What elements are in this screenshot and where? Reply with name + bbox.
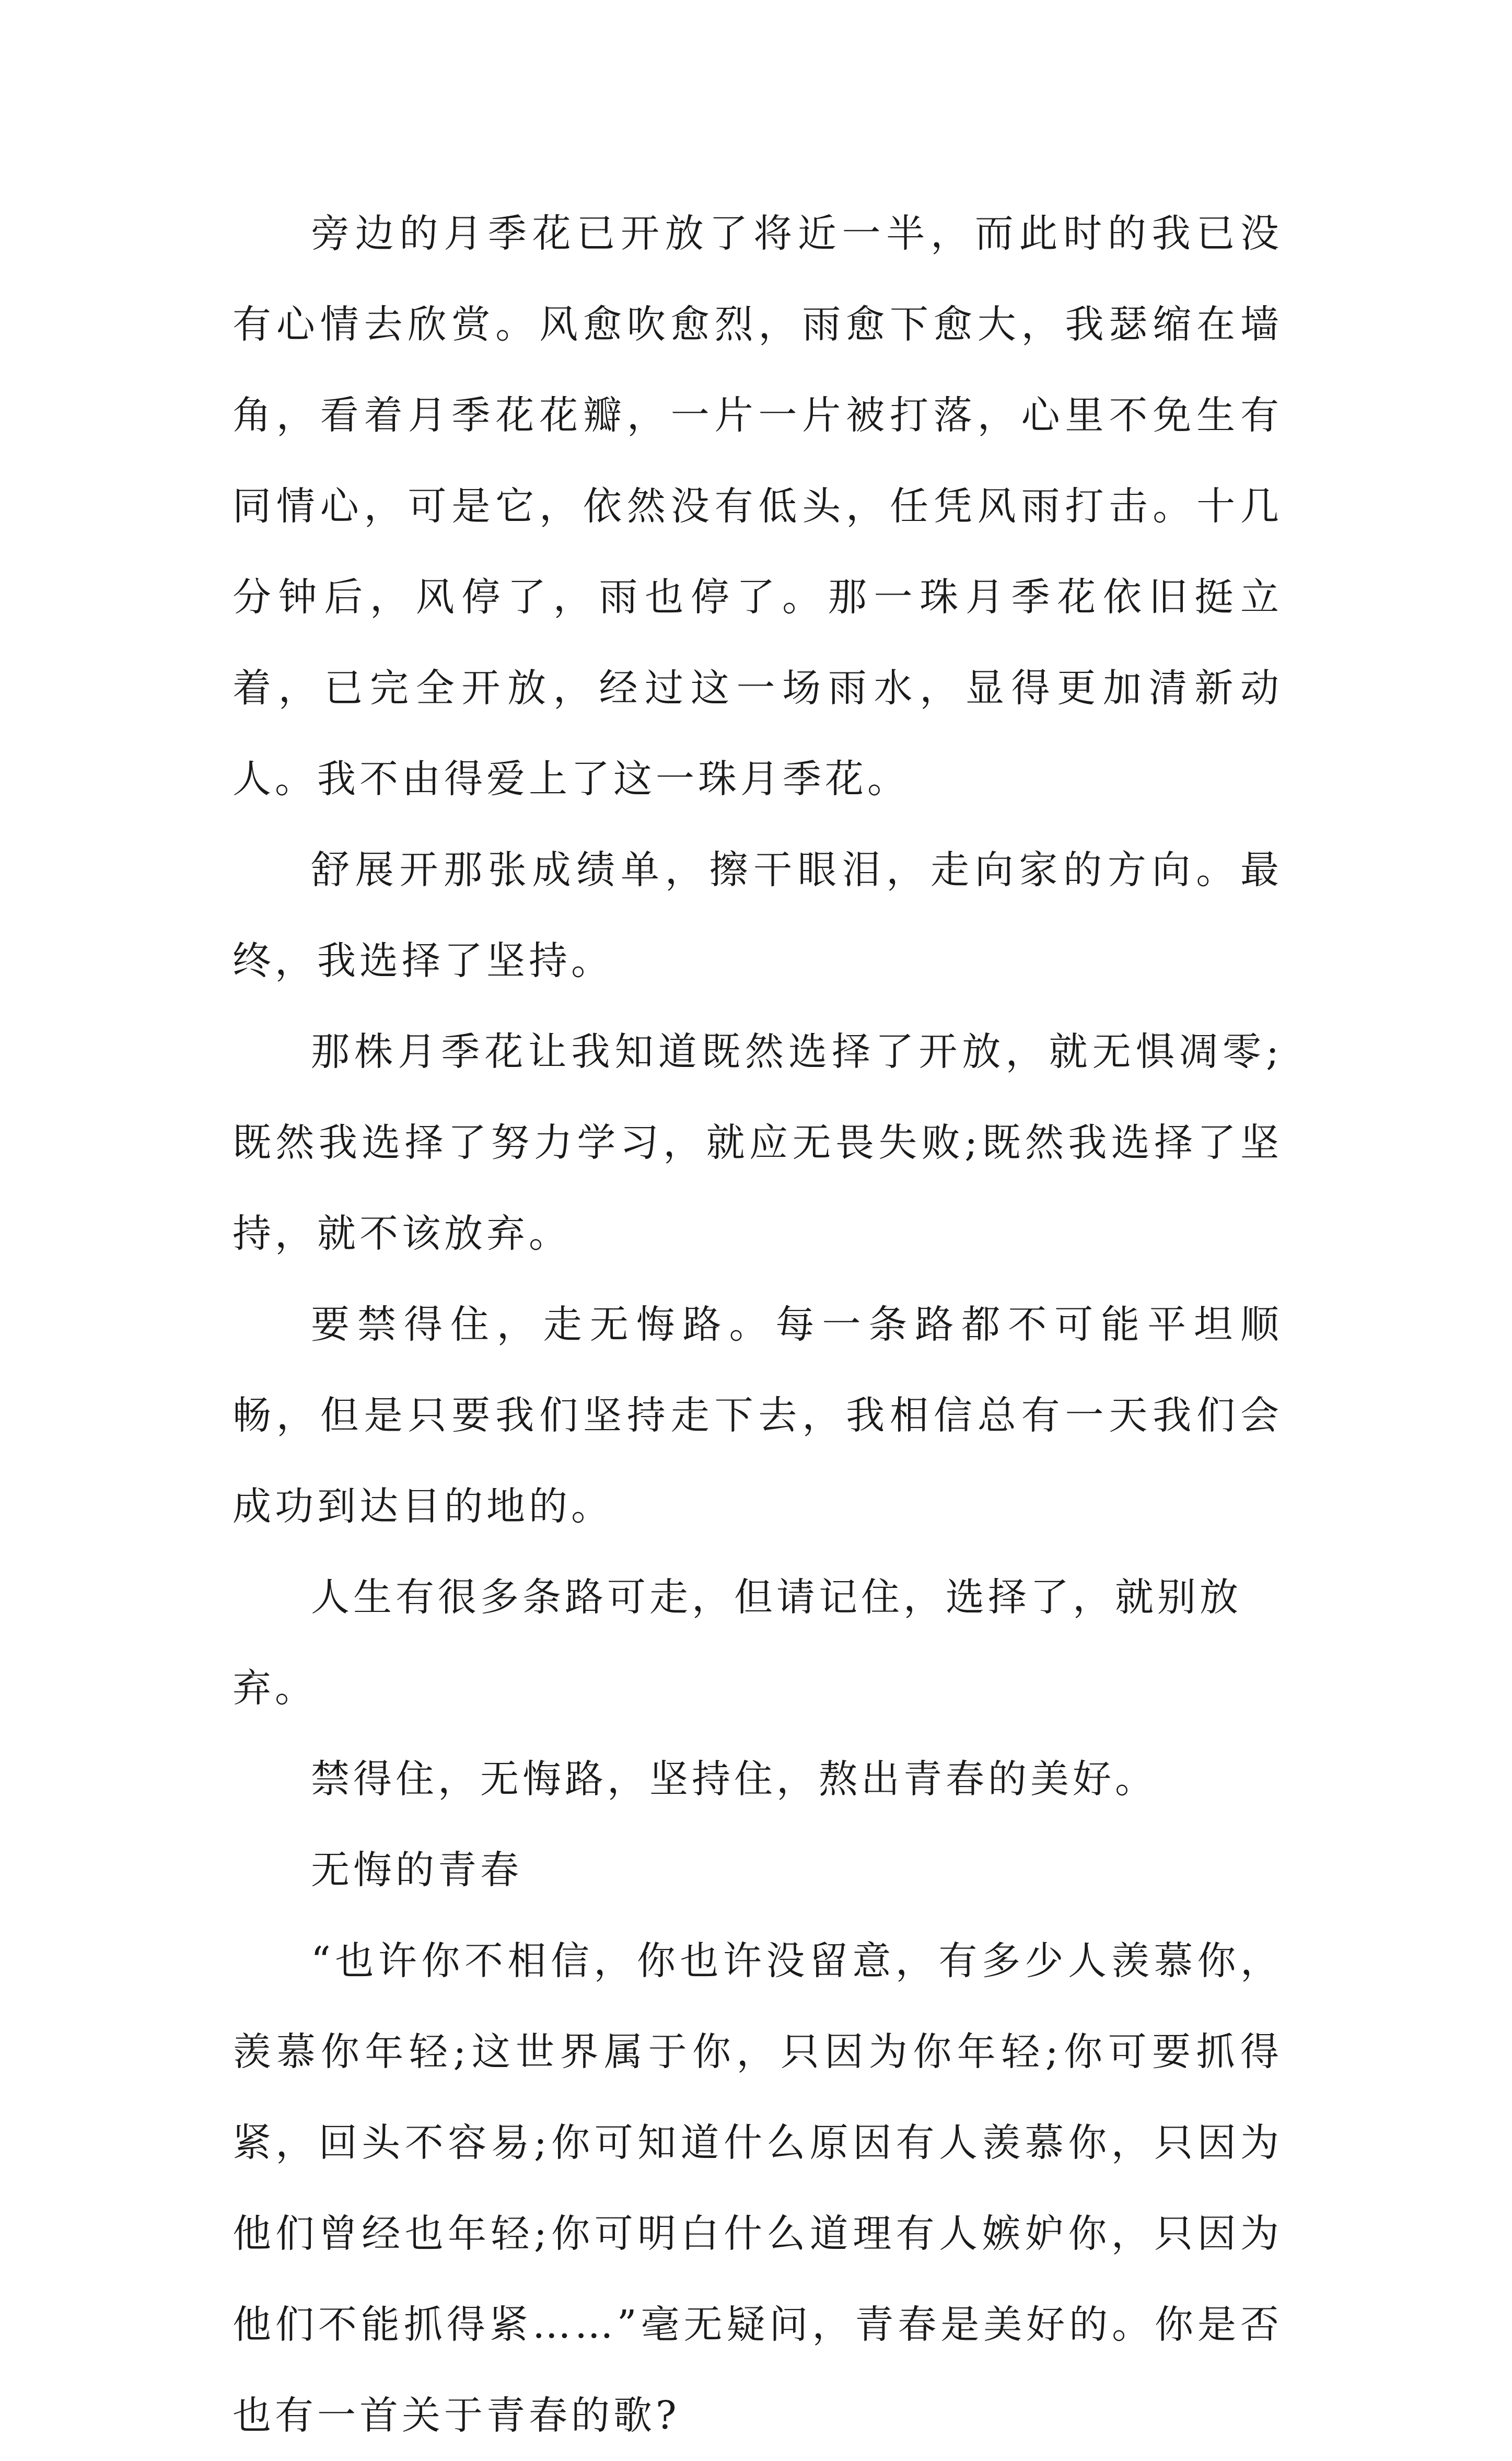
- document-body: [232, 188, 1283, 2461]
- paragraph-many-roads: 人生有很多条路可走，但请记住，选择了，就别放弃。: [232, 1575, 1242, 1711]
- section-heading: 无悔的青春: [311, 1848, 522, 1893]
- paragraph-youth-beauty: 禁得住，无悔路，坚持住，熬出青春的美好。: [311, 1757, 1157, 1802]
- paragraph-rain-rose: 旁边的月季花已开放了将近一半，而此时的我已没有心情去欣赏。风愈吹愈烈，雨愈下愈大，我瑟缩在墙角，看着月季花花瓣，一片一片被打落，心里不免生有同情心，可是它，依然没有低头，任凭风雨打击。十几分钟后，风停了，雨也停了。那一珠月季花依旧挺立着，已完全开放，经过这一场雨水，显得更加清新动人。我不由得爱上了这一珠月季花。: [232, 211, 1283, 802]
- paragraph-rose-lesson: 那株月季花让我知道既然选择了开放，就无惧凋零;既然我选择了努力学习，就应无畏失败;既然我选择了坚持，就不该放弃。: [232, 1029, 1283, 1256]
- paragraph-no-regret-road: 要禁得住，走无悔路。每一条路都不可能平坦顺畅，但是只要我们坚持走下去，我相信总有一天我们会成功到达目的地的。: [232, 1302, 1283, 1529]
- paragraph-report-card: 舒展开那张成绩单，擦干眼泪，走向家的方向。最终，我选择了坚持。: [232, 848, 1283, 983]
- paragraph-youth-song: “也许你不相信，你也许没留意，有多少人羡慕你，羡慕你年轻;这世界属于你，只因为你年轻;你可要抓得紧，回头不容易;你可知道什么原因有人羡慕你，只因为他们曾经也年轻;你可明白什么道理有人嫉妒你，只因为他们不能抓得紧……”毫无疑问，青春是美好的。你是否也有一首关于青春的歌?: [232, 1938, 1283, 2438]
